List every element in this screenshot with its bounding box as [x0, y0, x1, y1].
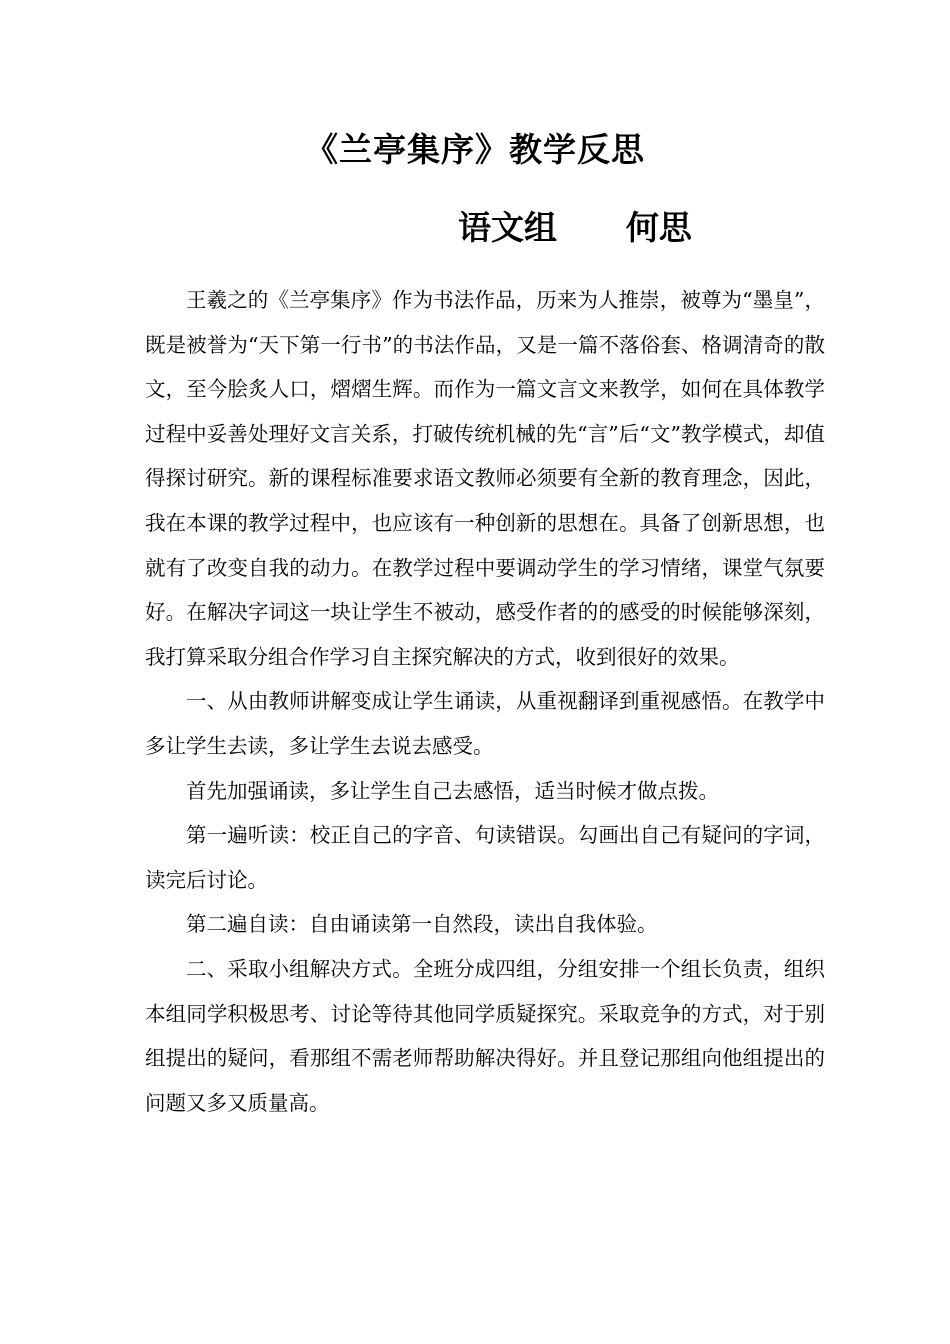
paragraph-intro: 王羲之的《兰亭集序》作为书法作品，历来为人推崇，被尊为“墨皇”，既是被誉为“天下第一行书”的书法作品，又是一篇不落俗套、格调清奇的散文，至今脍炙人口，熠熠生辉。而作为一篇文言文来教学，如何在具体教学过程中妥善处理好文言关系，打破传统机械的先“言”后“文”教学模式，却值得探讨研究。新的课程标准要求语文教师必须要有全新的教育理念，因此，我在本课的教学过程中，也应该有一种创新的思想在。具备了创新思想，也就有了改变自我的动力。在教学过程中要调动学生的学习情绪，课堂气氛要好。在解决字词这一块让学生不被动，感受作者的的感受的时候能够深刻，我打算采取分组合作学习自主探究解决的方式，收到很好的效果。	[145, 288, 825, 669]
paragraph-second-reading: 第二遍自读：自由诵读第一自然段，读出自我体验。	[186, 912, 658, 937]
paragraph-point-two: 二、采取小组解决方式。全班分成四组，分组安排一个组长负责，组织本组同学积极思考、讨论等待其他同学质疑探究。采取竞争的方式，对于别组提出的疑问，看那组不需老师帮助解决得好。并且登记那组向他组提出的问题又多又质量高。	[145, 956, 825, 1115]
document-body	[145, 278, 825, 1125]
paragraph-reading-first: 首先加强诵读，多让学生自己去感悟，适当时候才做点拨。	[186, 778, 719, 803]
paragraph-first-reading: 第一遍听读：校正自己的字音、句读错误。勾画出自己有疑问的字词，读完后讨论。	[145, 823, 825, 892]
paragraph-point-one: 一、从由教师讲解变成让学生诵读，从重视翻译到重视感悟。在教学中多让学生去读，多让学生去说去感受。	[145, 689, 825, 758]
document-title: 《兰亭集序》教学反思	[305, 130, 645, 169]
author-line: 语文组 何思	[458, 208, 692, 247]
